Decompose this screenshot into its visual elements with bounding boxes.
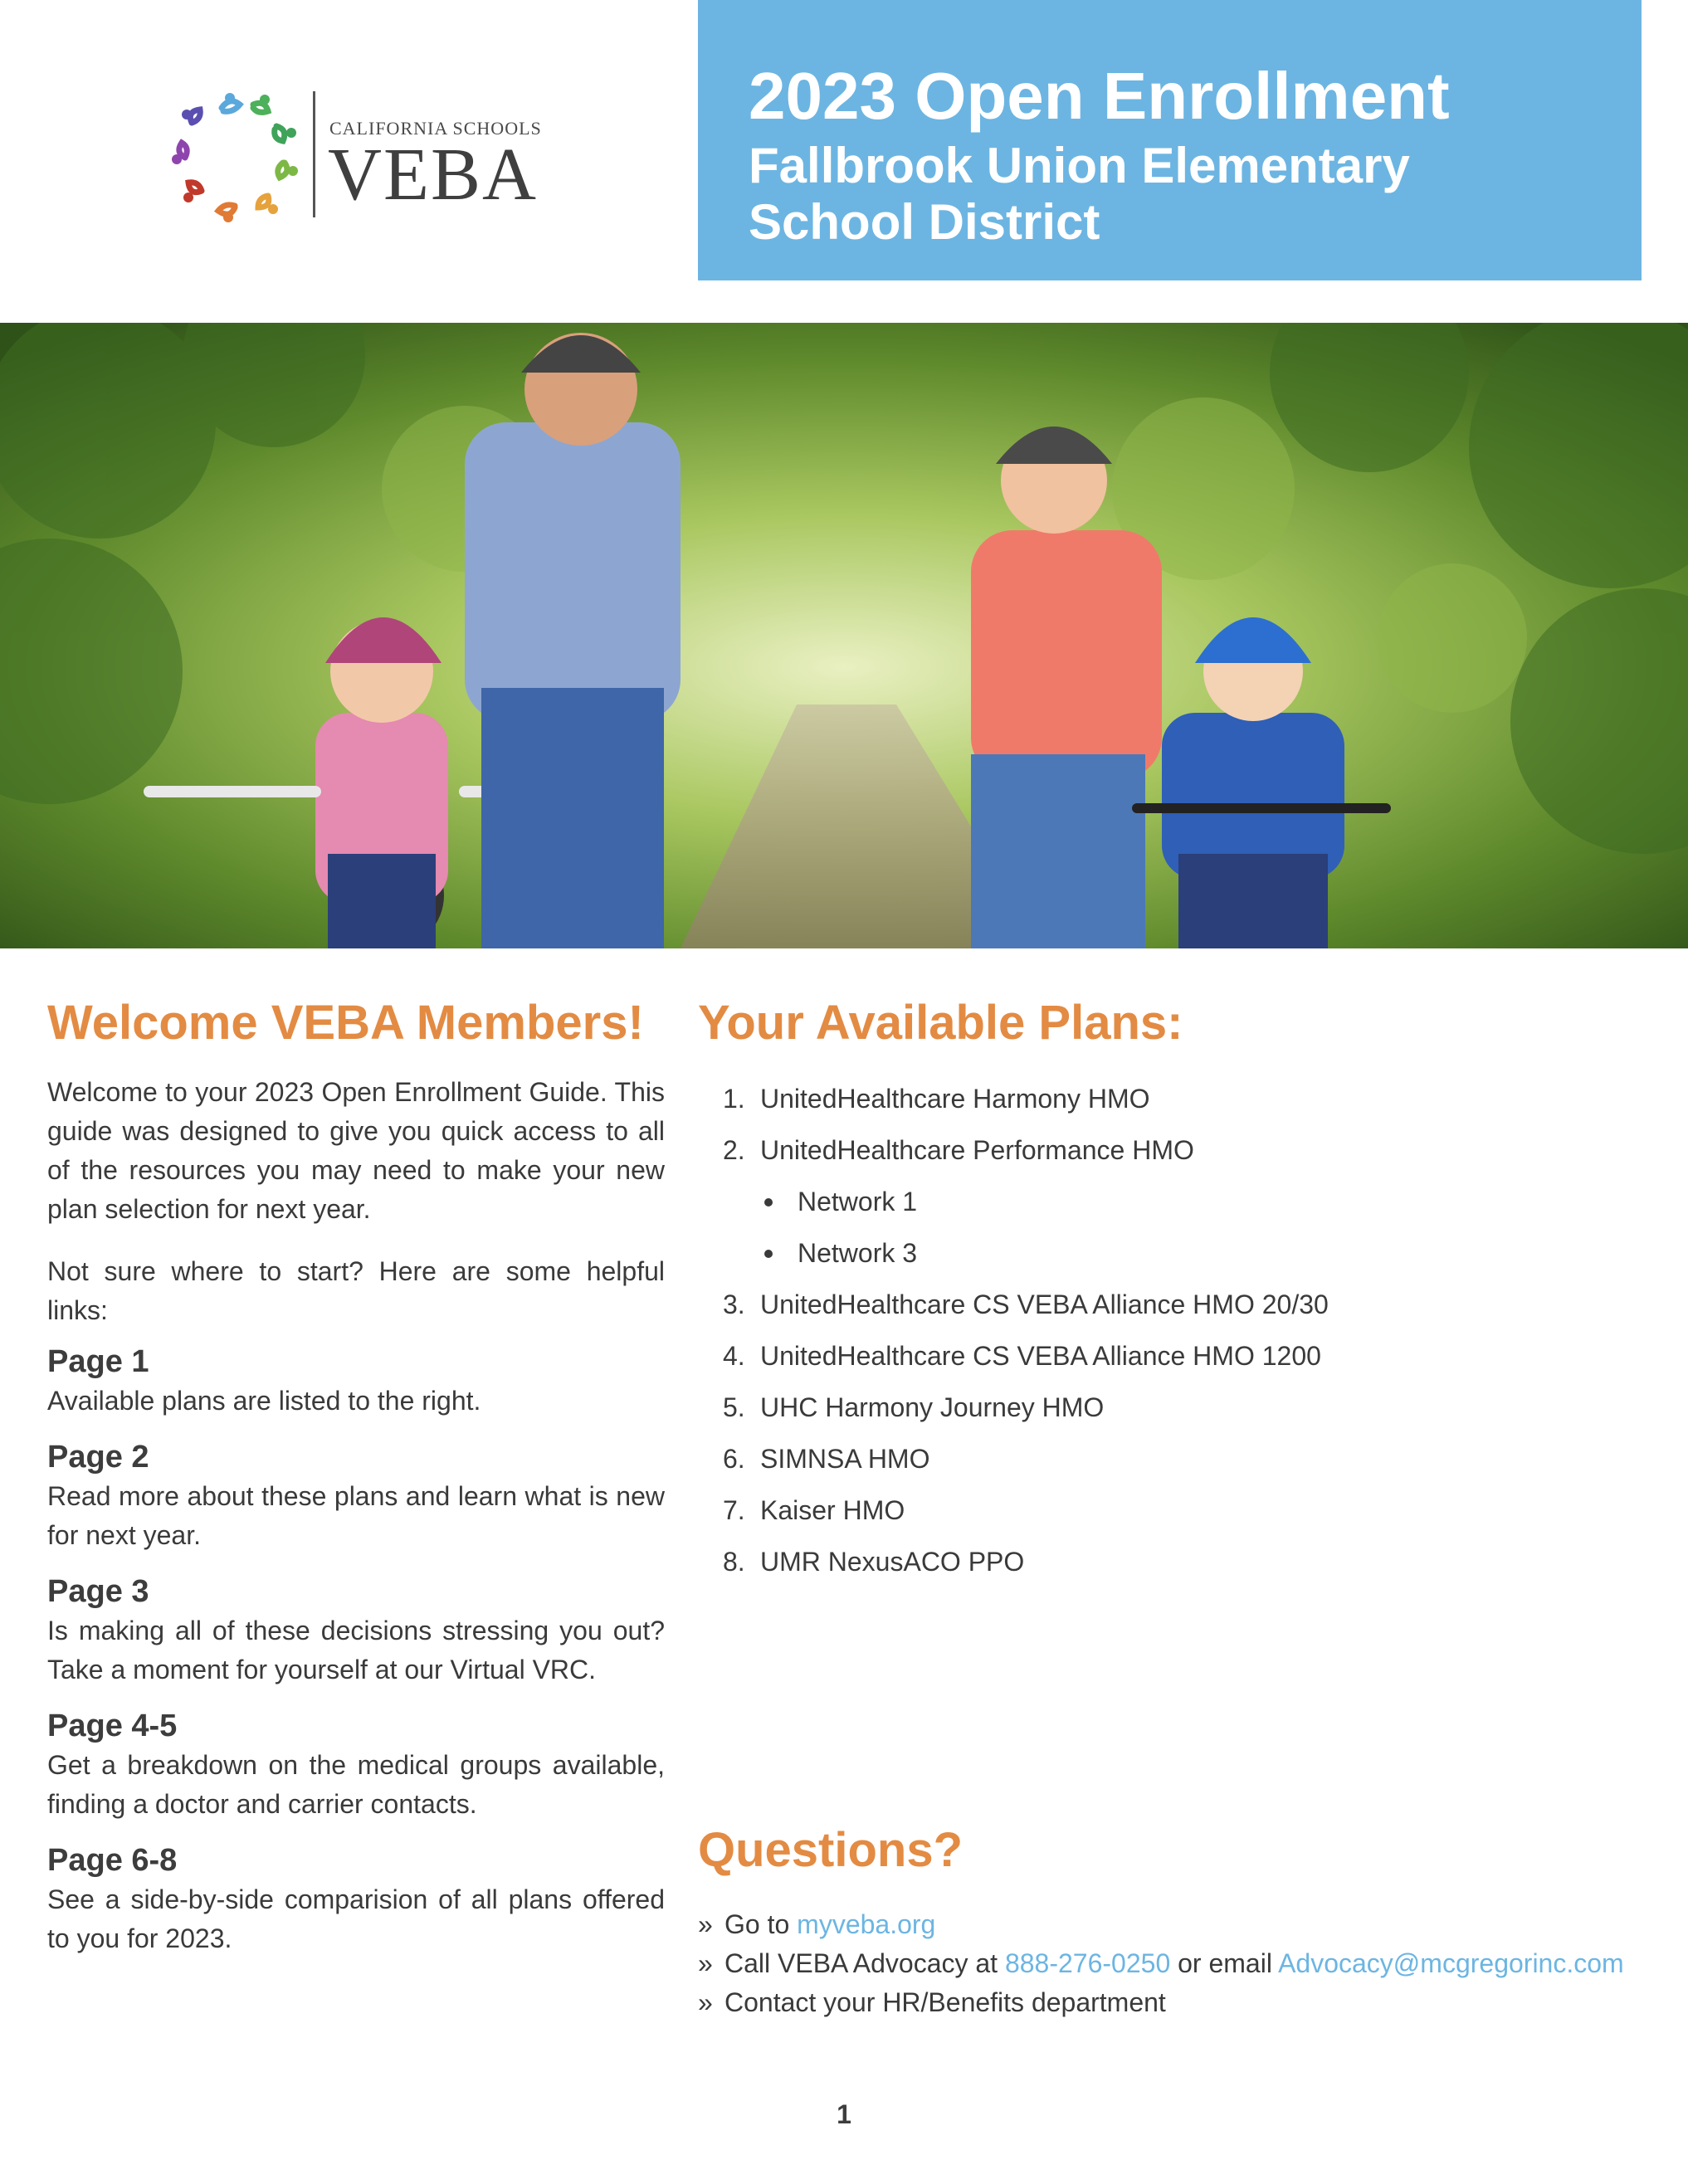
question-item	[698, 1983, 1661, 2022]
plan-name: UnitedHealthcare CS VEBA Alliance HMO 1200	[760, 1341, 1321, 1371]
family-biking-photo	[0, 323, 1688, 948]
logo-tagline: CALIFORNIA SCHOOLS	[329, 118, 542, 139]
plan-name: UnitedHealthcare CS VEBA Alliance HMO 20/30	[760, 1289, 1329, 1319]
plan-item	[698, 1330, 1644, 1382]
plans-heading: Your Available Plans:	[698, 996, 1183, 1050]
plan-number: 5.	[723, 1392, 745, 1422]
plan-item	[698, 1279, 1644, 1330]
page-guide-text: Get a breakdown on the medical groups available, finding a doctor and carrier contacts.	[47, 1750, 665, 1819]
plan-number: 1.	[723, 1084, 745, 1114]
question-text: Contact your HR/Benefits department	[724, 1987, 1166, 2017]
question-item	[698, 1905, 1661, 1944]
page-guide-item[interactable]	[47, 1437, 665, 1555]
page-guide-title: Page 2	[47, 1440, 149, 1475]
title-banner	[698, 0, 1642, 280]
question-item	[698, 1944, 1661, 1983]
bullet-icon	[764, 1198, 773, 1207]
page-guide-item[interactable]	[47, 1840, 665, 1958]
page-number: 1	[837, 2099, 851, 2129]
logo-figures-ring-icon	[170, 90, 303, 222]
phone-link[interactable]: 888-276-0250	[1004, 1948, 1171, 1978]
question-text: or email	[1178, 1948, 1272, 1978]
plan-number: 4.	[723, 1341, 745, 1371]
page-guide-title: Page 4-5	[47, 1709, 178, 1743]
welcome-helpful-links: Not sure where to start? Here are some helpful links:	[47, 1256, 665, 1325]
logo-divider	[313, 91, 315, 217]
chevron-right-icon: »	[698, 1909, 713, 1939]
plan-network-name: Network 1	[798, 1187, 918, 1216]
plans-list	[698, 1073, 1644, 1587]
page-guide-item[interactable]	[47, 1572, 665, 1689]
district-name: Fallbrook Union Elementary School District	[749, 138, 1410, 250]
chevron-right-icon: »	[698, 1987, 713, 2017]
website-link[interactable]: myveba.org	[797, 1909, 936, 1939]
page-guide-title: Page 6-8	[47, 1843, 178, 1878]
plan-name: UMR NexusACO PPO	[760, 1547, 1025, 1577]
page-guide-text: Available plans are listed to the right.	[47, 1386, 481, 1416]
page-guide-title: Page 1	[47, 1344, 149, 1379]
question-text: Go to	[724, 1909, 790, 1939]
page-guide-title: Page 3	[47, 1574, 149, 1609]
plan-item	[698, 1536, 1644, 1587]
plan-sub-item	[698, 1227, 1644, 1279]
plan-item	[698, 1124, 1644, 1176]
questions-section	[698, 1819, 1661, 2022]
questions-heading: Questions?	[698, 1823, 964, 1877]
plan-number: 2.	[723, 1135, 745, 1165]
plan-item	[698, 1073, 1644, 1124]
plan-item	[698, 1382, 1644, 1433]
page-title: 2023 Open Enrollment	[749, 59, 1450, 133]
plans-section	[698, 992, 1644, 1587]
welcome-heading: Welcome VEBA Members!	[47, 996, 644, 1050]
plan-number: 6.	[723, 1444, 745, 1474]
questions-list	[698, 1905, 1661, 2022]
page-guide-text: See a side-by-side comparision of all plans offered to you for 2023.	[47, 1884, 665, 1953]
plan-network-name: Network 3	[798, 1238, 918, 1268]
plan-sub-item	[698, 1176, 1644, 1227]
plan-name: Kaiser HMO	[760, 1495, 905, 1525]
logo-wordmark: VEBA	[328, 134, 538, 216]
question-text: Call VEBA Advocacy at	[724, 1948, 998, 1978]
welcome-section	[47, 992, 665, 1958]
bullet-icon	[764, 1250, 773, 1258]
plan-item	[698, 1484, 1644, 1536]
chevron-right-icon: »	[698, 1948, 713, 1978]
plan-name: UHC Harmony Journey HMO	[760, 1392, 1105, 1422]
page-guide-text: Is making all of these decisions stressing you out? Take a moment for yourself at our Virtual VRC.	[47, 1616, 665, 1684]
plan-number: 8.	[723, 1547, 745, 1577]
plan-name: UnitedHealthcare Performance HMO	[760, 1135, 1194, 1165]
plan-name: SIMNSA HMO	[760, 1444, 930, 1474]
page-guide-text: Read more about these plans and learn what is new for next year.	[47, 1481, 665, 1550]
plan-number: 7.	[723, 1495, 745, 1525]
plan-item	[698, 1433, 1644, 1484]
veba-logo	[170, 90, 542, 222]
page-guide-item[interactable]	[47, 1342, 665, 1421]
welcome-intro: Welcome to your 2023 Open Enrollment Guide. This guide was designed to give you quick access to all of the resources you may need to make your new plan selection for next year.	[47, 1077, 665, 1224]
plan-name: UnitedHealthcare Harmony HMO	[760, 1084, 1150, 1114]
page-guide-item[interactable]	[47, 1706, 665, 1824]
email-link[interactable]: Advocacy@mcgregorinc.com	[1278, 1948, 1624, 1978]
plan-number: 3.	[723, 1289, 745, 1319]
